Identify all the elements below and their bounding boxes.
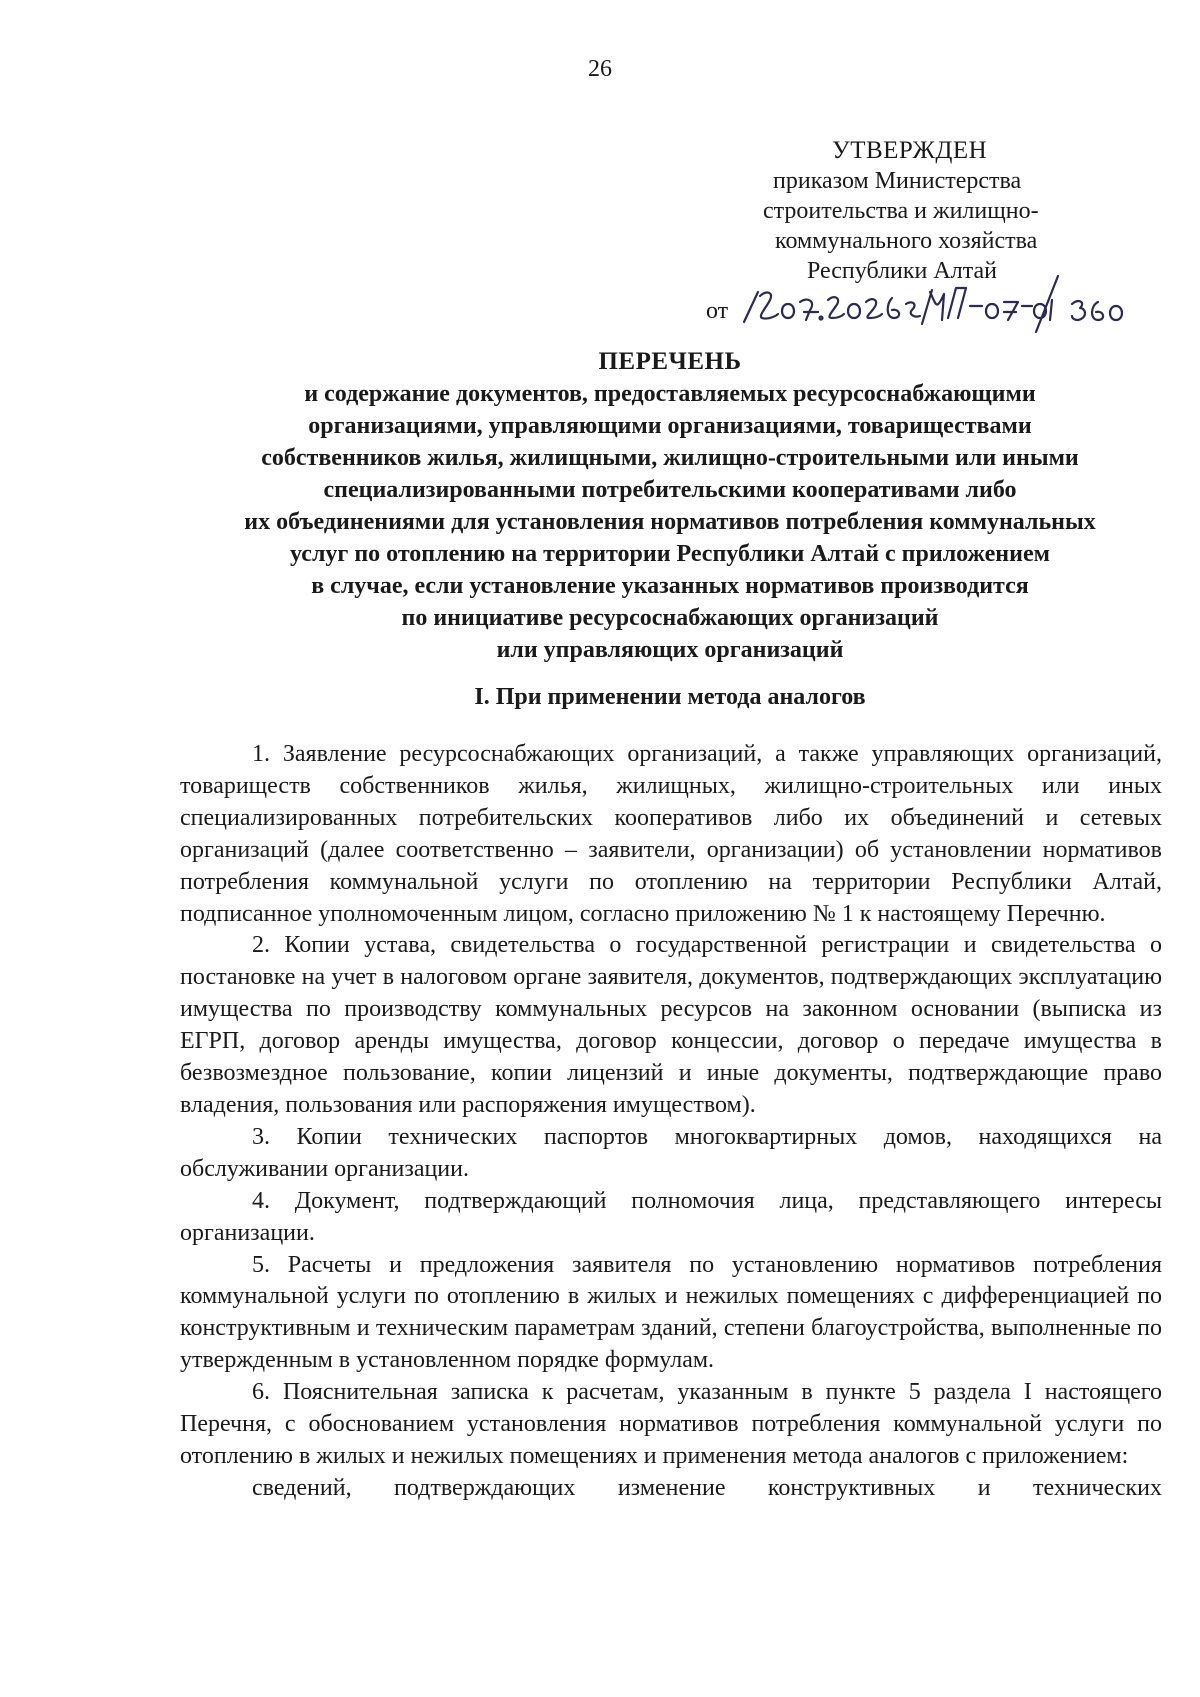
- paragraph-6-continuation: сведений, подтверждающих изменение конструктивных и технических: [252, 1474, 1162, 1501]
- paragraph-1: 1. Заявление ресурсоснабжающих организаций, а также управляющих организаций, товариществ собственников жилья, жилищных, жилищно-строительных или иных специализированных потребительских кооперативов либо их объединений и сетевых организаций (далее соответственно – заявители, организации) об установлении нормативов потребления коммунальной услуги по отоплению на территории Республики Алтай, подписанное уполномоченным лицом, согласно приложению № 1 к настоящему Перечню.: [180, 741, 1162, 927]
- title-line: в случае, если установление указанных нормативов производится: [311, 573, 1029, 599]
- section-heading: I. При применении метода аналогов: [474, 684, 866, 710]
- order-date-number: [706, 288, 1106, 332]
- approval-line: коммунального хозяйства: [775, 228, 1038, 254]
- document-title-block: [170, 346, 1170, 666]
- document-title: ПЕРЕЧЕНЬ: [598, 348, 742, 375]
- paragraph-2: 2. Копии устава, свидетельства о государственной регистрации и свидетельства о постановке на учет в налоговом органе заявителя, документов, подтверждающих эксплуатацию имущества по производству коммунальных ресурсов на законном основании (выписка из ЕГРП, договор аренды имущества, договор концессии, договор о передаче имущества в безвозмездное пользование, копии лицензий и иные документы, подтверждающие право владения, пользования или распоряжения имуществом).: [180, 932, 1162, 1118]
- approval-line: приказом Министерства: [773, 168, 1022, 194]
- approval-stamp-block: [706, 136, 1106, 332]
- title-line: услуг по отоплению на территории Республики Алтай с приложением: [290, 541, 1050, 567]
- approval-heading: УТВЕРЖДЕН: [832, 137, 988, 164]
- paragraph-5: 5. Расчеты и предложения заявителя по установлению нормативов потребления коммунальной услуги по отоплению в жилых и нежилых помещениях с дифференциацией по конструктивным и техническим параметрам зданий, степени благоустройства, выполненные по утвержденным в установленном порядке формулам.: [180, 1251, 1162, 1374]
- paragraph-4: 4. Документ, подтверждающий полномочия лица, представляющего интересы организации.: [180, 1187, 1162, 1246]
- handwritten-number-suffix: [1068, 282, 1128, 332]
- paragraph-3: 3. Копии технических паспортов многоквартирных домов, находящихся на обслуживании организации.: [180, 1123, 1162, 1182]
- paragraph-6: 6. Пояснительная записка к расчетам, указанным в пункте 5 раздела I настоящего Перечня, с обоснованием установления нормативов потребления коммунальной услуги по отоплению в жилых и нежилых помещениях и применения метода аналогов с приложением:: [180, 1379, 1162, 1469]
- page-number: 26: [588, 56, 612, 82]
- title-line: специализированными потребительскими кооперативами либо: [323, 477, 1017, 503]
- handwritten-date-number-signature: [736, 274, 1066, 334]
- approval-line: строительства и жилищно-: [763, 198, 1039, 224]
- title-line: их объединениями для установления нормативов потребления коммунальных: [244, 509, 1096, 535]
- title-line: и содержание документов, предоставляемых ресурсоснабжающими: [304, 381, 1036, 407]
- approval-line: Республики Алтай: [807, 258, 997, 284]
- date-prefix: от: [706, 298, 729, 324]
- title-line: по инициативе ресурсоснабжающих организаций: [401, 605, 939, 631]
- title-line: организациями, управляющими организациями, товариществами: [308, 413, 1032, 439]
- title-line: собственников жилья, жилищными, жилищно-строительными или иными: [261, 445, 1079, 471]
- document-body: [180, 739, 1162, 1505]
- title-line: или управляющих организаций: [496, 637, 844, 663]
